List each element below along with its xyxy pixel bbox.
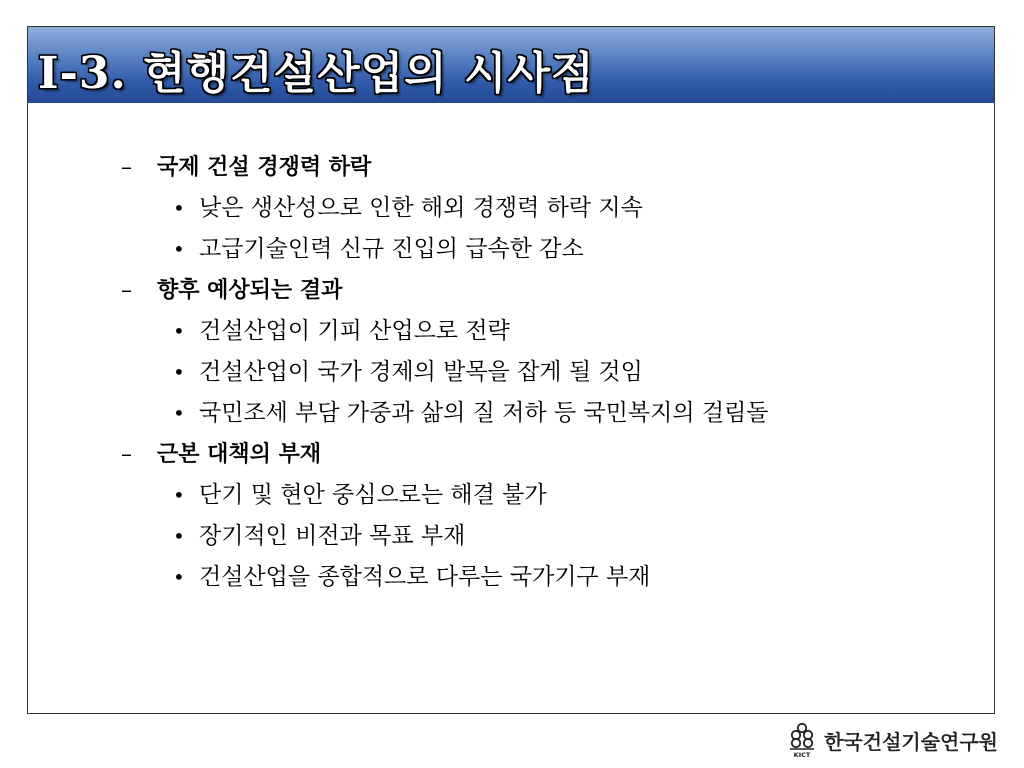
slide-title: Ⅰ-3. 현행건설산업의 시사점 (38, 48, 595, 99)
logo-abbr: KICT (793, 751, 811, 758)
dash-marker: – (121, 278, 132, 303)
bullet-item (121, 188, 981, 229)
logo-name: 한국건설기술연구원 (824, 729, 998, 754)
section-1 (121, 147, 981, 270)
bullet-text: 국민조세 부담 가중과 삶의 질 저하 등 국민복지의 걸림돌 (199, 400, 769, 426)
bullet-icon: • (173, 524, 185, 548)
dash-marker: – (121, 442, 132, 467)
bullet-item (121, 393, 981, 434)
bullet-icon: • (173, 401, 185, 425)
slide-frame (27, 26, 995, 714)
bullet-text: 단기 및 현안 중심으로는 해결 불가 (199, 482, 547, 508)
section-3 (121, 434, 981, 598)
bullet-icon: • (173, 565, 185, 589)
bullet-text: 장기적인 비전과 목표 부재 (199, 523, 466, 549)
section-heading-text: 국제 건설 경쟁력 하락 (157, 154, 372, 180)
content-area (121, 147, 981, 598)
section-heading (121, 270, 981, 311)
bullet-icon: • (173, 196, 185, 220)
bullet-text: 건설산업이 기피 산업으로 전략 (199, 318, 510, 344)
bullet-icon: • (173, 360, 185, 384)
section-heading (121, 434, 981, 475)
section-2 (121, 270, 981, 434)
bullet-text: 고급기술인력 신규 진입의 급속한 감소 (199, 236, 584, 262)
kict-emblem-icon (788, 722, 816, 758)
dash-marker: – (121, 155, 132, 180)
bullet-icon: • (173, 483, 185, 507)
bullet-item (121, 352, 981, 393)
title-bar (28, 27, 994, 103)
bullet-icon: • (173, 319, 185, 343)
section-heading (121, 147, 981, 188)
bullet-item (121, 475, 981, 516)
section-heading-text: 근본 대책의 부재 (157, 441, 322, 467)
bullet-text: 건설산업이 국가 경제의 발목을 잡게 될 것임 (199, 359, 643, 385)
bullet-item (121, 311, 981, 352)
bullet-item (121, 229, 981, 270)
bullet-icon: • (173, 237, 185, 261)
section-heading-text: 향후 예상되는 결과 (157, 277, 343, 303)
bullet-item (121, 557, 981, 598)
bullet-item (121, 516, 981, 557)
bullet-text: 건설산업을 종합적으로 다루는 국가기구 부재 (199, 564, 651, 590)
kict-logo (788, 720, 998, 760)
bullet-text: 낮은 생산성으로 인한 해외 경쟁력 하락 지속 (199, 195, 643, 221)
